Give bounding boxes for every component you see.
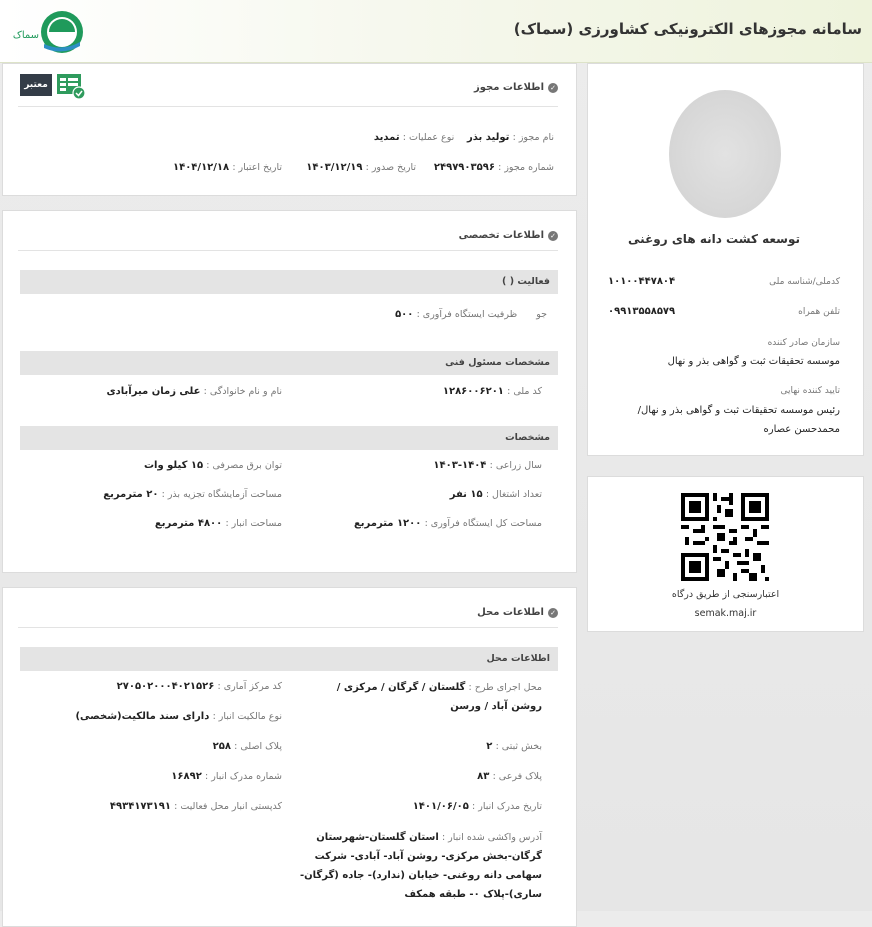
issuer-value: موسسه تحقیقات ثبت و گواهی بذر و نهال: [667, 356, 840, 367]
address-row: آدرس واکشی شده انبار : استان گلستان-شهرستان گرگان-بخش مرکزی- روشن آباد- آبادی- شرکت سهامی دانه روغنی- خیابان (ندارد)- جاده (گرگان-ساری)-پلاک ۰- طبقه همکف: [299, 832, 542, 900]
verify-domain-link[interactable]: semak.maj.ir: [694, 608, 757, 619]
profile-phone-label: تلفن همراه: [798, 307, 840, 317]
certificate-check-icon: [56, 72, 86, 100]
profile-natid: ۱۰۱۰۰۴۴۷۸۰۴: [608, 276, 676, 287]
staff-row: تعداد اشتغال : ۱۵ نفر: [449, 489, 542, 500]
census-code-row: کد مرکز آماری : ۲۷۰۵۰۲۰۰۰۴۰۲۱۵۲۶: [116, 681, 282, 692]
page-header: [0, 0, 872, 63]
profile-phone: ۰۹۹۱۳۵۵۸۵۷۹: [608, 306, 676, 317]
sub-plate-row: پلاک فرعی : ۸۳: [477, 771, 542, 782]
issuer-label: سازمان صادر کننده: [767, 338, 840, 348]
divider: [18, 627, 558, 628]
organization-name: توسعه کشت دانه های روغنی: [628, 232, 800, 246]
approver-label: تایید کننده نهایی: [780, 386, 840, 396]
ownership-row: نوع مالکیت انبار : دارای سند مالکیت(شخصی): [75, 711, 282, 722]
license-issue-date: تاریخ صدور : ۱۴۰۳/۱۲/۱۹: [306, 162, 416, 173]
license-expiry-date: تاریخ اعتبار : ۱۴۰۴/۱۲/۱۸: [173, 162, 282, 173]
specs-band: مشخصات: [20, 426, 558, 450]
divider: [18, 106, 558, 107]
location-card-title: ✓ اطلاعات محل: [477, 607, 558, 618]
license-number-row: شماره مجوز : ۲۴۹۷۹۰۳۵۹۶: [433, 162, 554, 173]
lab-area-row: مساحت آزمایشگاه تجزیه بذر : ۲۰ مترمربع: [103, 489, 282, 500]
check-circle-icon: ✓: [548, 83, 558, 93]
activity-row: جو ظرفیت ایستگاه فرآوری : ۵۰۰: [395, 309, 547, 320]
doc-date-row: تاریخ مدرک انبار : ۱۴۰۱/۰۶/۰۵: [412, 801, 542, 812]
approver-value: رئیس موسسه تحقیقات ثبت و گواهی بذر و نهال/محمدحسن عصاره: [637, 405, 840, 435]
station-area-row: مساحت کل ایستگاه فرآوری : ۱۲۰۰ مترمربع: [353, 518, 542, 529]
warehouse-area-row: مساحت انبار : ۴۸۰۰ مترمربع: [154, 518, 282, 529]
logo-text: سماک: [12, 30, 40, 41]
power-row: توان برق مصرفی : ۱۵ کیلو وات: [143, 460, 282, 471]
registry-section-row: بخش ثبتی : ۲: [486, 741, 542, 752]
verify-caption: اعتبارسنجی از طریق درگاه: [671, 589, 780, 600]
specialized-card-title: ✓ اطلاعات تخصصی: [459, 230, 558, 241]
site-title: سامانه مجوزهای الکترونیکی کشاورزی (سماک): [513, 20, 862, 38]
place-row: محل اجرای طرح : گلستان / گرگان / مرکزی / روشن آباد / ورسن: [336, 682, 542, 712]
activity-band: فعالیت ( ): [20, 270, 558, 294]
qr-code[interactable]: [681, 493, 769, 581]
check-circle-icon: ✓: [548, 231, 558, 241]
avatar: [669, 90, 781, 218]
tech-fullname-row: نام و نام خانوادگی : علی زمان میرآبادی: [106, 386, 282, 397]
main-plate-row: پلاک اصلی : ۲۵۸: [212, 741, 282, 752]
crop-year-row: سال زراعی : ۱۴۰۴-۱۴۰۳: [433, 460, 542, 471]
license-card-title: ✓ اطلاعات مجوز: [474, 82, 558, 93]
semak-logo: [6, 8, 84, 56]
technical-manager-band: مشخصات مسئول فنی: [20, 351, 558, 375]
license-name-row: نام مجوز : تولید بذر نوع عملیات : تمدید: [373, 132, 554, 143]
postal-code-row: کدپستی انبار محل فعالیت : ۴۹۳۴۱۷۳۱۹۱: [109, 801, 282, 812]
location-band: اطلاعات محل: [20, 647, 558, 671]
check-circle-icon: ✓: [548, 608, 558, 618]
profile-natid-label: کدملی/شناسه ملی: [769, 277, 840, 287]
divider: [18, 250, 558, 251]
status-badge: معتبر: [20, 74, 52, 96]
license-info-card: [2, 63, 577, 196]
tech-natid-row: کد ملی : ۱۲۸۶۰۰۶۲۰۱: [442, 386, 542, 397]
doc-number-row: شماره مدرک انبار : ۱۶۸۹۲: [171, 771, 282, 782]
